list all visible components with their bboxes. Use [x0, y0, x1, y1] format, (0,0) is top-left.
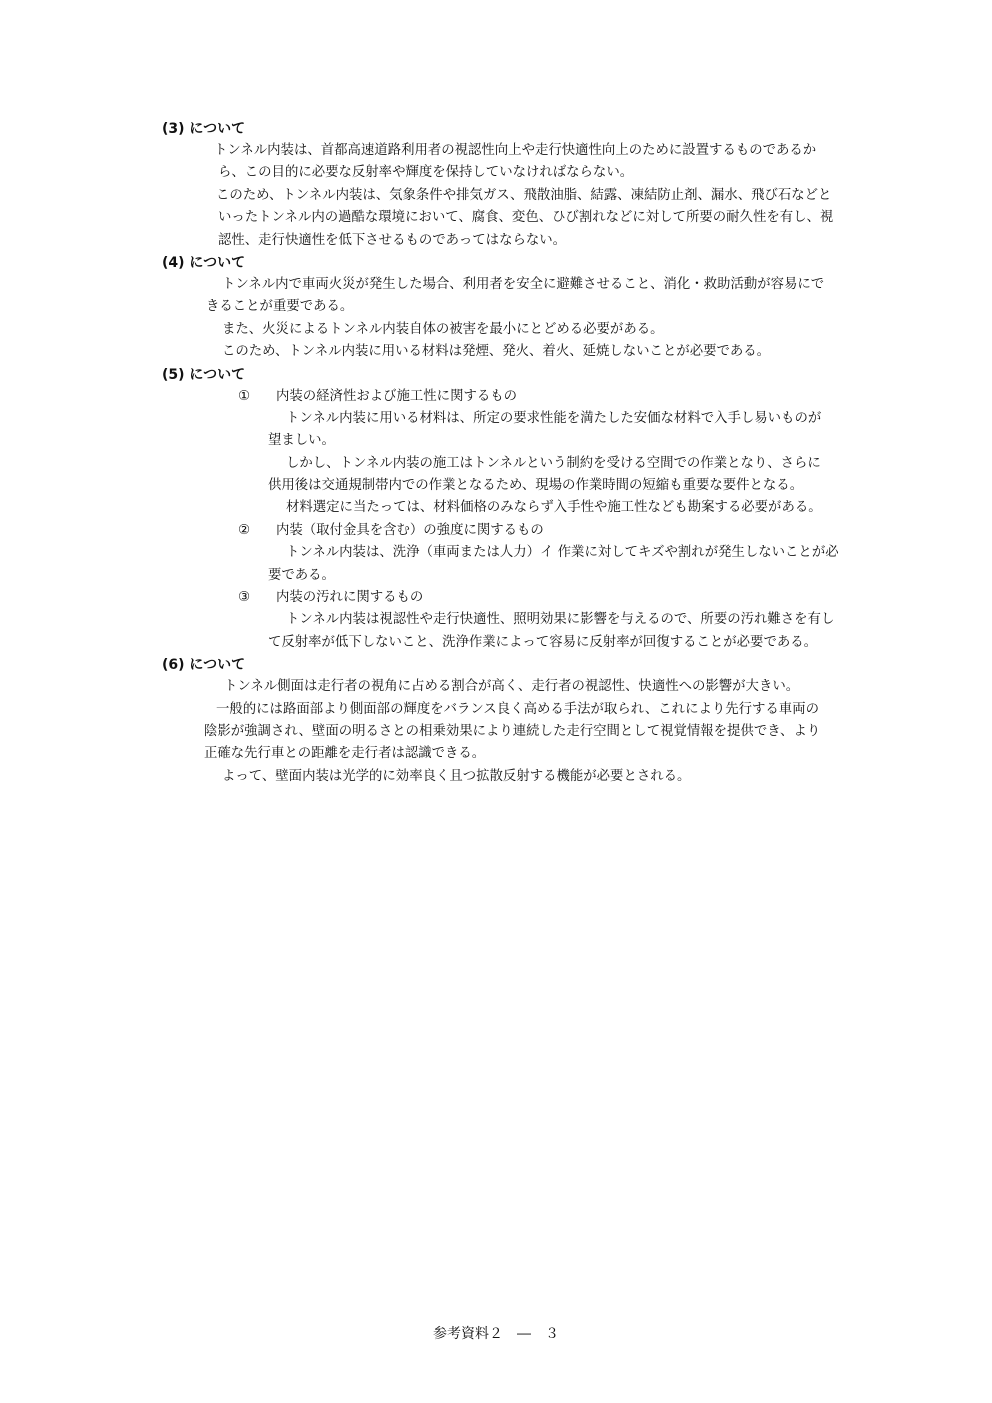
- paragraph-line: トンネル側面は走行者の視角に占める割合が高く、走行者の視認性、快適性への影響が大きい。: [224, 679, 800, 695]
- section-heading: (5) について: [162, 366, 246, 383]
- subitem-number: ②: [238, 522, 251, 538]
- subitem-title: 内装の経済性および施工性に関するもの: [276, 388, 518, 404]
- subitem-line: 材料選定に当たっては、材料価格のみならず入手性や施工性なども勘案する必要がある。: [286, 500, 822, 516]
- paragraph-line: いったトンネル内の過酷な環境において、腐食、変色、ひび割れなどに対して所要の耐久性を有し、視: [218, 210, 834, 226]
- paragraph-line: また、火災によるトンネル内装自体の被害を最小にとどめる必要がある。: [222, 321, 664, 337]
- section-heading: (3) について: [162, 121, 246, 137]
- subitem-line: トンネル内装は視認性や走行快適性、照明効果に影響を与えるので、所要の汚れ難さを有し: [286, 612, 835, 628]
- paragraph-line: このため、トンネル内装は、気象条件や排気ガス、飛散油脂、結露、凍結防止剤、漏水、飛び石などと: [216, 187, 832, 203]
- subitem-line: 供用後は交通規制帯内での作業となるため、現場の作業時間の短縮も重要な要件となる。: [268, 478, 804, 494]
- paragraph-line: トンネル内装は、首都高速道路利用者の視認性向上や走行快適性向上のために設置するものであるか: [214, 143, 817, 158]
- paragraph-line: ら、この目的に必要な反射率や輝度を保持していなければならない。: [218, 165, 634, 181]
- subitem-heading-3: [162, 587, 912, 609]
- subitem-line: て反射率が低下しないこと、洗浄作業によって容易に反射率が回復することが必要である。: [268, 634, 818, 650]
- section-4: [162, 252, 912, 364]
- subitem-number: ③: [238, 590, 251, 606]
- section-heading: (6) について: [162, 657, 246, 674]
- page-footer: 参考資料２ ― ３: [433, 1326, 559, 1342]
- subitem-heading-2: [162, 520, 912, 542]
- subitem-line: しかし、トンネル内装の施工はトンネルという制約を受ける空間での作業となり、さらに: [286, 455, 821, 471]
- subitem-line: 要である。: [268, 567, 335, 583]
- subitem-title: 内装の汚れに関するもの: [276, 590, 424, 606]
- paragraph-line: 陰影が強調され、壁面の明るさとの相乗効果により連続した走行空間として視覚情報を提供でき、より: [204, 723, 821, 739]
- subitem-line: トンネル内装は、洗浄（車両または人力）イ 作業に対してキズや割れが発生しないことが必: [286, 545, 839, 561]
- section-6: [162, 654, 912, 788]
- subitem-line: トンネル内装に用いる材料は、所定の要求性能を満たした安価な材料で入手し易いものが: [286, 410, 822, 426]
- section-3: [162, 118, 912, 252]
- subitem-line: 望ましい。: [268, 433, 335, 449]
- section-heading: (4) について: [162, 254, 246, 271]
- section-5: [162, 364, 912, 655]
- subitem-title: 内装（取付金具を含む）の強度に関するもの: [276, 522, 544, 538]
- subitem-number: ①: [238, 388, 251, 404]
- document-body: [162, 118, 912, 788]
- paragraph-line: よって、壁面内装は光学的に効率良く且つ拡散反射する機能が必要とされる。: [222, 768, 691, 784]
- paragraph-line: 認性、走行快適性を低下させるものであってはならない。: [218, 232, 567, 248]
- subitem-heading-1: [162, 386, 912, 408]
- paragraph-line: 一般的には路面部より側面部の輝度をバランス良く高める手法が取られ、これにより先行する車両の: [216, 701, 819, 717]
- paragraph-line: きることが重要である。: [206, 299, 354, 315]
- paragraph-line: このため、トンネル内装に用いる材料は発煙、発火、着火、延焼しないことが必要である。: [222, 344, 771, 360]
- paragraph-line: トンネル内で車両火災が発生した場合、利用者を安全に避難させること、消化・救助活動が容易にで: [222, 276, 825, 292]
- paragraph-line: 正確な先行車との距離を走行者は認識できる。: [204, 746, 486, 762]
